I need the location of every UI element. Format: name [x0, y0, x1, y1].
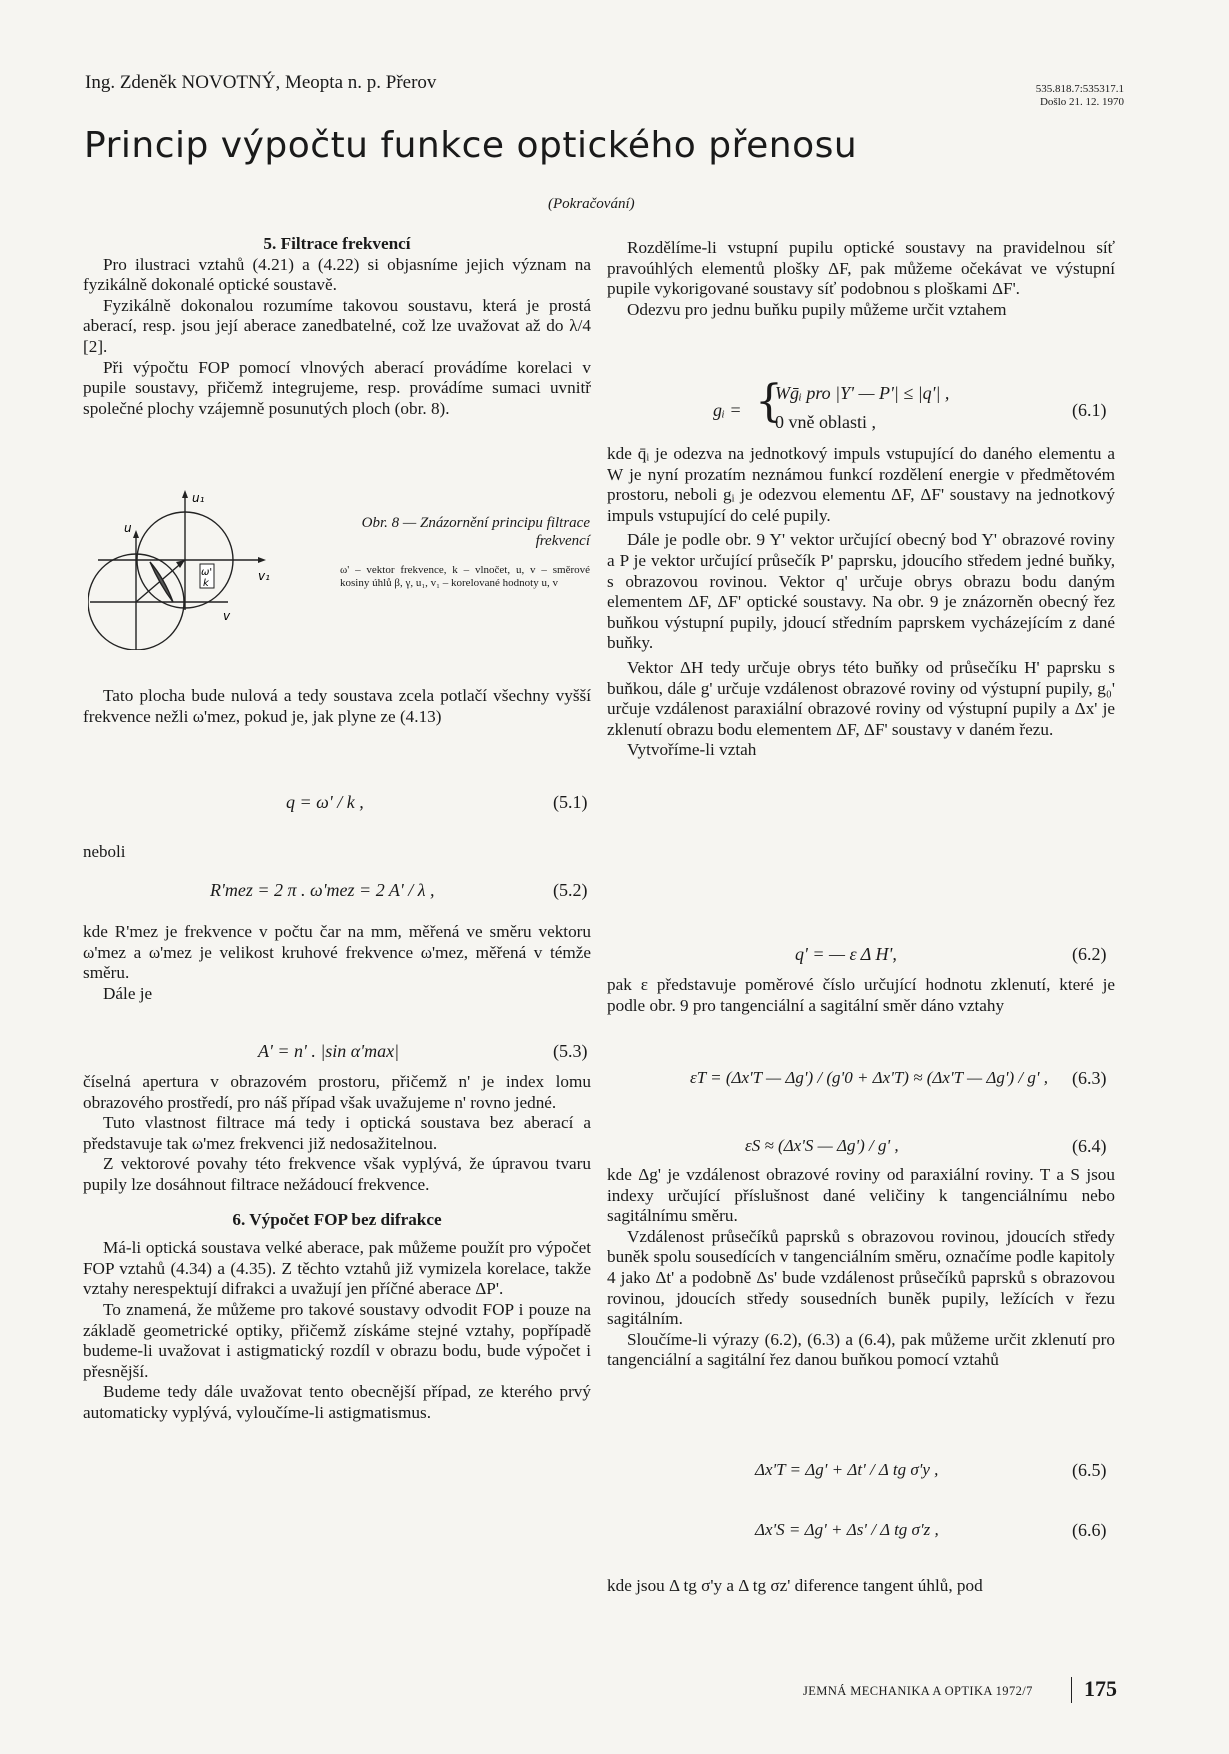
figure-8-caption: [340, 514, 590, 590]
paragraph: Rozdělíme-li vstupní pupilu optické soustavy na pravidelnou síť pravoúhlých elementů plošky ΔF, pak můžeme očekávat ve výstupní pupile vykorigované soustavy síť podobnou s ploškami ΔF'.: [607, 238, 1115, 299]
equation-number: (6.3): [1072, 1068, 1107, 1088]
left-column-body: [83, 922, 591, 1004]
equation-number: (5.3): [553, 1041, 588, 1061]
figure-8-diagram: [88, 490, 288, 650]
footer-divider: [1071, 1677, 1072, 1703]
paragraph: Má-li optická soustava velké aberace, pak můžeme použít pro výpočet FOP vztahů (4.34) a (4.35). Z těchto vztahů již vymizela korelace, takže vztahy nerespektují difrakci a uvažují jen příčné aberace ΔP'.: [83, 1238, 591, 1299]
paragraph: kde jsou Δ tg σ'y a Δ tg σz' diference tangent úhlů, pod: [607, 1576, 983, 1595]
brace: {: [755, 376, 783, 427]
right-column-top: [607, 238, 1115, 320]
paragraph: Tuto vlastnost filtrace má tedy i optická soustava bez aberací a představuje tak ω'mez frekvenci již nedosažitelnou.: [83, 1113, 591, 1153]
equation-number: (6.5): [1072, 1460, 1107, 1480]
label-v1: v₁: [258, 569, 270, 583]
paragraph: Budeme tedy dále uvažovat tento obecnější případ, ze kterého prvý automaticky vyplývá, vyloučíme-li astigmatismus.: [83, 1382, 591, 1422]
right-column-mid: [607, 444, 1115, 761]
paragraph: kde q̄ᵢ je odezva na jednotkový impuls vstupující do daného elementu a W je nyní prozatím neznámou funkcí rozdělení energie v předmětovém prostoru, neboli gᵢ je odezvou elementu ΔF, ΔF' soustavy na jednotkový impuls vstupující do celé pupily.: [607, 444, 1115, 525]
continued-note: (Pokračování): [548, 196, 635, 212]
udc-code: 535.818.7:535317.1: [1035, 83, 1124, 95]
right-column-end: [607, 1576, 1115, 1597]
author-line: Ing. Zdeněk NOVOTNÝ, Meopta n. p. Přerov: [85, 72, 437, 93]
equation-number: (6.1): [1072, 400, 1107, 420]
received-date: Došlo 21. 12. 1970: [1039, 96, 1124, 108]
equation-5-2: R'mez = 2 π . ω'mez = 2 A' / λ ,: [210, 880, 435, 900]
label-k: k: [203, 578, 209, 589]
neboli: neboli: [83, 842, 126, 861]
journal-footer: JEMNÁ MECHANIKA A OPTIKA 1972/7: [803, 1684, 1033, 1698]
equation-6-4: εS ≈ (Δx'S — Δg') / g' ,: [745, 1136, 899, 1155]
equation-6-2: q' = — ε Δ H',: [795, 944, 897, 964]
label-omega: ω': [201, 567, 213, 578]
paragraph: Dále je: [103, 983, 153, 1003]
equation-6-5: Δx'T = Δg' + Δt' / Δ tg σ'y ,: [755, 1460, 939, 1479]
classification-block: [1001, 83, 1124, 109]
paragraph: Pro ilustraci vztahů (4.21) a (4.22) si objasníme jejich význam na fyzikálně dokonalé optické soustavě.: [83, 254, 591, 295]
right-column-lower: [607, 1165, 1115, 1371]
page-number: 175: [1084, 1676, 1117, 1701]
equation-6-1-lhs: gᵢ =: [713, 400, 742, 420]
paragraph: Dále je podle obr. 9 Y' vektor určující obecný bod Y' obrazové roviny a P je vektor určující průsečík P' paprsku, jdoucího středem jedné buňky, s obrazovou rovinou. Vektor q' určuje obrys obrazu bodu daným elementem ΔF, ΔF' optické soustavy. Na obr. 9 je znázorněn obecný řez buňkou výstupní pupily, jdoucí středním paprskem vycházejícím z dané buňky.: [607, 530, 1115, 653]
equation-5-3: A' = n' . |sin α'max|: [258, 1041, 400, 1061]
equation-5-1: q = ω' / k ,: [286, 792, 364, 812]
figure-caption-title: Obr. 8 — Znázornění principu filtrace frekvencí: [361, 515, 590, 549]
paragraph: kde R'mez je frekvence v počtu čar na mm, měřená ve směru vektoru ω'mez a ω'mez je velikost kruhové frekvence ω'mez, měřená v témže směru.: [83, 922, 591, 983]
paragraph: Vytvoříme-li vztah: [627, 740, 757, 760]
paragraph: číselná apertura v obrazovém prostoru, přičemž n' je index lomu obrazového prostředí, pro náš případ však uvažujeme n' rovno jedné.: [83, 1072, 591, 1112]
paragraph: Sloučíme-li výrazy (6.2), (6.3) a (6.4), pak můžeme určit zklenutí pro tangenciální a sagitální řez danou buňkou pomocí vztahů: [607, 1329, 1115, 1370]
label-u: u: [124, 521, 132, 535]
left-column-top: [83, 234, 591, 419]
equation-number: (6.6): [1072, 1520, 1107, 1540]
paragraph: Fyzikálně dokonalou rozumíme takovou soustavu, která je prostá aberací, resp. jsou její aberace zanedbatelné, což lze uvažovat až do λ/4 [2].: [83, 295, 591, 356]
equation-number: (6.4): [1072, 1136, 1107, 1156]
paragraph: To znamená, že můžeme pro takové soustavy odvodit FOP i pouze na základě geometrické optiky, přičemž získáme stejné vztahy, popřípadě budeme-li uvažovat i astigmatický rozdíl v obrazu bodu, bude výpočet i přesnější.: [83, 1299, 591, 1381]
paragraph: Odezvu pro jednu buňku pupily můžeme určit vztahem: [627, 299, 1007, 319]
paragraph: Vzdálenost průsečíků paprsků s obrazovou rovinou, jdoucích středy buněk spolu sousedících v tangenciálním směru, označíme podle kapitoly 4 jako Δt' a podobně Δs' bude vzdálenost průsečíků paprsků s obrazovou rovinou, jdoucích středy sousedních buněk pupily, ležících v řezu sagitálním.: [607, 1226, 1115, 1329]
figure-legend: ω' – vektor frekvence, k – vlnočet, u, v – směrové kosiny úhlů β, γ, u₁, v₁ – korelované hodnoty u, v: [340, 564, 590, 589]
section-6-title: 6. Výpočet FOP bez difrakce: [232, 1209, 442, 1229]
label-v: v: [223, 609, 231, 623]
section-5-title: 5. Filtrace frekvencí: [263, 234, 411, 253]
paragraph: Při výpočtu FOP pomocí vlnových aberací provádíme korelaci v pupile soustavy, přičemž integrujeme, resp. provádíme sumaci uvnitř společné plochy vzájemně posunutých ploch (obr. 8).: [83, 357, 591, 418]
equation-6-6: Δx'S = Δg' + Δs' / Δ tg σ'z ,: [755, 1520, 939, 1539]
equation-6-1-case-b: 0 vně oblasti ,: [775, 412, 876, 432]
equation-number: (5.2): [553, 880, 588, 900]
right-column-body: [607, 975, 1115, 1016]
label-u1: u₁: [192, 491, 205, 505]
paragraph: Z vektorové povahy této frekvence však vyplývá, že úpravou tvaru pupily lze dosáhnout filtrace nežádoucí frekvence.: [83, 1154, 591, 1194]
equation-6-3: εT = (Δx'T — Δg') / (g'0 + Δx'T) ≈ (Δx'T — Δg') / g' ,: [690, 1068, 1048, 1087]
paragraph: Vektor ΔH tedy určuje obrys této buňky od průsečíku H' paprsku s buňkou, dále g' určuje vzdálenost obrazové roviny od výstupní pupily, g₀' určuje vzdálenost paraxiální obrazové roviny od výstupní pupily a Δx' je zklenutí obrazu bodu elementem ΔF, ΔF' soustavy v daném řezu.: [607, 657, 1115, 739]
equation-number: (6.2): [1072, 944, 1107, 964]
paragraph: Tato plocha bude nulová a tedy soustava zcela potlačí všechny vyšší frekvence nežli ω'mez, pokud je, jak plyne ze (4.13): [83, 686, 591, 726]
left-column-mid: [83, 686, 591, 727]
equation-number: (5.1): [553, 792, 588, 812]
left-column-bottom: [83, 1072, 591, 1424]
equation-6-1-case-a: Wḡᵢ pro |Y' — P'| ≤ |q'| ,: [775, 383, 950, 403]
paragraph: kde Δg' je vzdálenost obrazové roviny od paraxiální roviny. T a S jsou indexy určující příslušnost dané veličiny k tangenciálnímu nebo sagitálnímu směru.: [607, 1165, 1115, 1226]
article-title: Princip výpočtu funkce optického přenosu: [84, 125, 858, 166]
paragraph: pak ε představuje poměrové číslo určující hodnotu zklenutí, které je podle obr. 9 pro tangenciální a sagitální směr dáno vztahy: [607, 975, 1115, 1015]
